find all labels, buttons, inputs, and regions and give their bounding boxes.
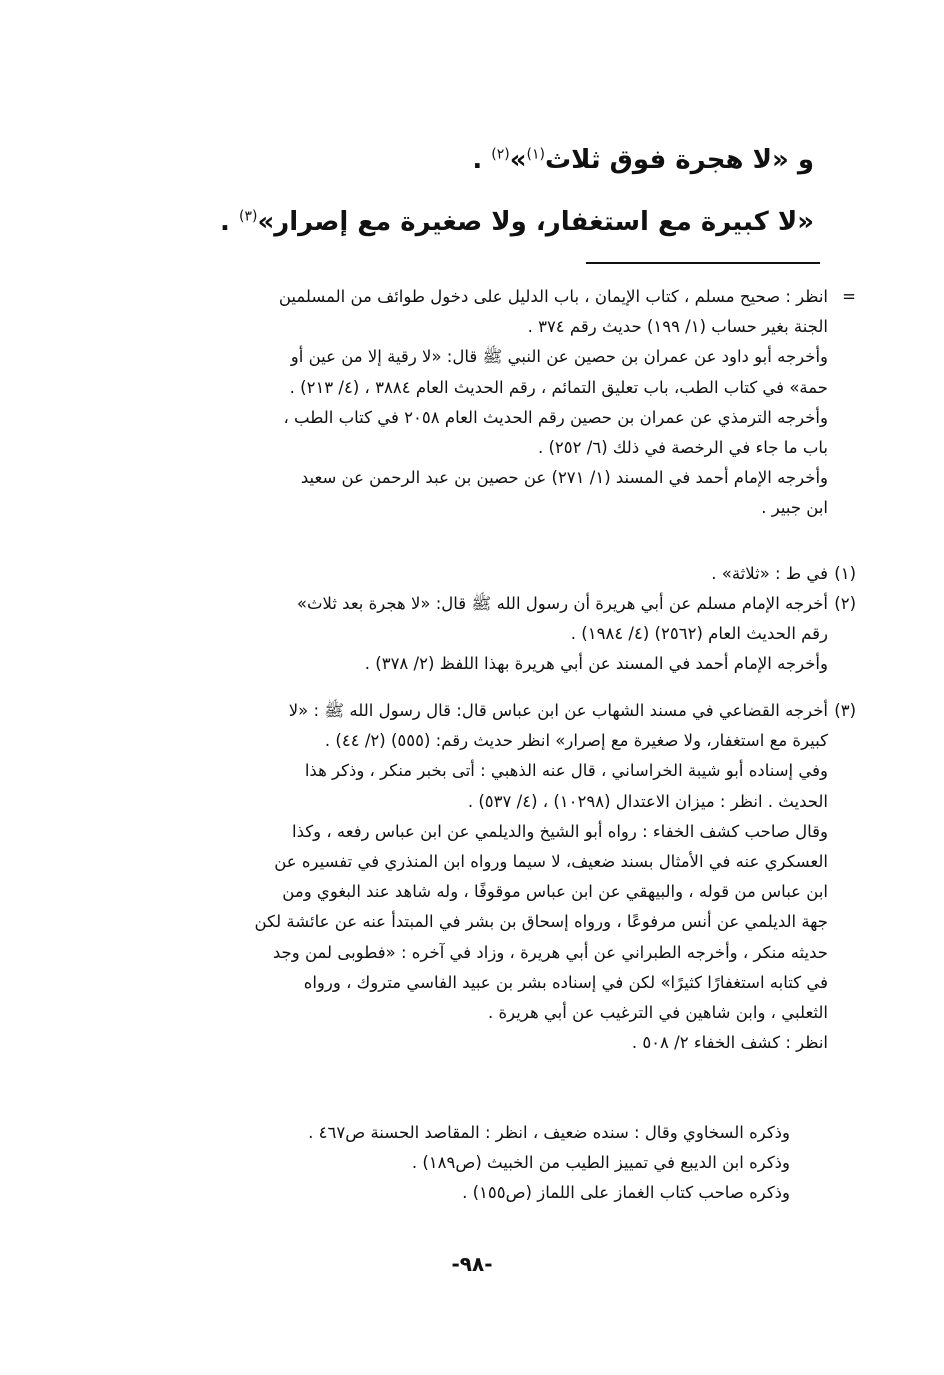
footnote-ref-3: (٣) (238, 208, 258, 225)
footnote-line: حمة» في كتاب الطب، باب تعليق التمائم ، رقم الحديث العام ٣٨٨٤ ، (٤/ ٢١٣) . (289, 377, 828, 397)
footnote-3-marker: (٣) (834, 701, 856, 720)
footnote-line: وذكره السخاوي وقال : سنده ضعيف ، انظر : المقاصد الحسنة ص٤٦٧ . (308, 1123, 790, 1142)
footnote-line: في ط : «ثلاثة» . (711, 564, 828, 583)
footnote-line: باب ما جاء في الرخصة في ذلك (٦/ ٢٥٢) . (537, 437, 828, 457)
footnote-line: الثعلبي ، وابن شاهين في الترغيب عن أبي هريرة . (488, 1002, 828, 1022)
footnote-line: انظر : كشف الخفاء ٢/ ٥٠٨ . (631, 1033, 828, 1053)
footnote-ref-1: (١) (526, 146, 545, 163)
continuation-marker: = (842, 287, 856, 306)
footnote-3 (116, 696, 828, 1058)
footnote-2-marker: (٢) (834, 594, 856, 613)
hadith-text-2: «لا كبيرة مع استغفار، ولا صغيرة مع إصرار» (257, 207, 814, 237)
sentence-end: . (472, 145, 492, 175)
main-text-line-1 (114, 140, 814, 180)
footnote-line: في كتابه استغفارًا كثيرًا» لكن في إسناده بشر بن عبيد الفاسي متروك ، ورواه (303, 972, 828, 992)
footnote-2 (116, 589, 828, 680)
footnote-line: وفي إسناده أبو شيبة الخراساني ، قال عنه الذهبي : أتى بخبر منكر ، وذكر هذا (304, 761, 828, 781)
footnote-line: وذكره ابن الديبع في تمييز الطيب من الخبيث (ص١٨٩) . (411, 1153, 790, 1173)
footnote-line: وأخرجه الإمام أحمد في المسند عن أبي هريرة بهذا اللفظ (٢/ ٣٧٨) . (364, 654, 828, 674)
footnote-line: أخرجه القضاعي في مسند الشهاب عن ابن عباس قال: قال رسول الله ﷺ : «لا (288, 701, 828, 720)
footnote-line: حديثه منكر ، وأخرجه الطبراني عن أبي هريرة ، وزاد في آخره : «فطوبى لمن وجد (272, 942, 828, 962)
footnote-line: أخرجه الإمام مسلم عن أبي هريرة أن رسول الله ﷺ قال: «لا هجرة بعد ثلاث» (296, 594, 828, 613)
footnote-line: ابن جبير . (761, 498, 828, 518)
footnote-line: جهة الديلمي عن أنس مرفوعًا ، ورواه إسحاق بن بشر في المبتدأ عنه عن عائشة لكن (254, 912, 828, 932)
footnote-line: انظر : صحيح مسلم ، كتاب الإيمان ، باب الدليل على دخول طوائف من المسلمين (278, 287, 828, 306)
footnote-line: وقال صاحب كشف الخفاء : رواه أبو الشيخ والديلمي عن ابن عباس رفعه ، وكذا (292, 821, 828, 841)
footnote-line: وأخرجه الإمام أحمد في المسند (١/ ٢٧١) عن حصين بن عبد الرحمن عن سعيد (300, 468, 828, 488)
closing-quote: » (509, 145, 527, 175)
footnote-1-marker: (١) (834, 564, 856, 583)
sentence-end: . (220, 207, 239, 237)
footnote-line: وأخرجه أبو داود عن عمران بن حصين عن النبي ﷺ قال: «لا رقية إلا من عين أو (290, 347, 828, 367)
footnote-line: وأخرجه الترمذي عن عمران بن حصين رقم الحديث العام ٢٠٥٨ في كتاب الطب ، (283, 407, 828, 427)
footnote-line: الحديث . انظر : ميزان الاعتدال (١٠٢٩٨) ، (٤/ ٥٣٧) . (467, 791, 828, 811)
footnote-continuation (116, 282, 828, 524)
footnote-line: العسكري عنه في الأمثال بسند ضعيف، لا سيما ورواه ابن المنذري في تفسيره عن (274, 851, 828, 871)
main-text-line-2 (114, 202, 814, 242)
hadith-text-1: و «لا هجرة فوق ثلاث (544, 145, 814, 175)
footnote-line: وذكره صاحب كتاب الغماز على اللماز (ص١٥٥) . (462, 1183, 790, 1203)
page-number: -٩٨- (451, 1252, 493, 1276)
footnote-3-tail (230, 1118, 790, 1209)
footnote-ref-2: (٢) (491, 146, 510, 163)
footnote-line: رقم الحديث العام (٢٥٦٢) (٤/ ١٩٨٤) . (570, 624, 828, 644)
footnote-line: كبيرة مع استغفار، ولا صغيرة مع إصرار» انظر حديث رقم: (٥٥٥) (٢/ ٤٤) . (324, 731, 828, 751)
footnote-1 (116, 559, 828, 589)
footnote-separator (586, 262, 820, 264)
footnote-line: الجنة بغير حساب (١/ ١٩٩) حديث رقم ٣٧٤ . (527, 317, 828, 337)
footnote-line: ابن عباس من قوله ، والبيهقي عن ابن عباس موقوفًا ، وله شاهد عند البغوي ومن (282, 882, 828, 902)
